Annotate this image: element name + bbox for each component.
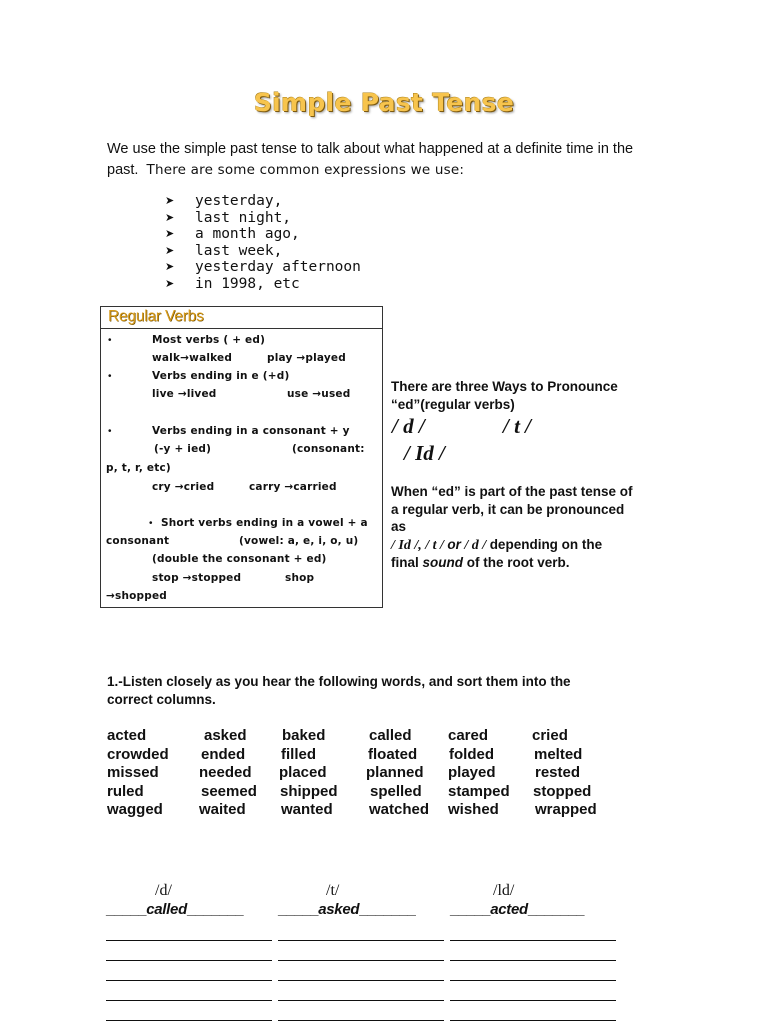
answer-line-t[interactable] — [278, 1000, 444, 1001]
example-shop: shop — [285, 572, 315, 584]
word: filled — [281, 746, 317, 763]
list-item: ➤ last night, — [165, 209, 292, 226]
list-item: ➤ a month ago, — [165, 226, 300, 242]
word: ruled — [107, 783, 144, 800]
column-header-id: /ld/ — [493, 882, 515, 899]
rule-most-verbs: Most verbs ( + ed) — [152, 334, 266, 346]
column-header-d: /d/ — [155, 882, 172, 899]
example-answer-t: _____asked_______ — [278, 901, 416, 918]
answer-line-t[interactable] — [278, 960, 444, 961]
word: seemed — [201, 783, 257, 800]
arrowhead-bullet-icon: ➤ — [165, 276, 175, 290]
rule-double-consonant: (double the consonant + ed) — [152, 553, 327, 565]
intro-paragraph — [107, 139, 667, 181]
regular-verbs-box — [100, 306, 383, 608]
bullet-icon: • — [149, 518, 153, 529]
example-answer-id: _____acted_______ — [450, 901, 585, 918]
bullet-icon: • — [108, 426, 112, 437]
answer-line-t[interactable] — [278, 940, 444, 941]
answer-line-d[interactable] — [106, 940, 272, 941]
rule-consonant-label: (consonant: — [292, 443, 365, 455]
arrowhead-bullet-icon: ➤ — [165, 227, 175, 240]
answer-line-t[interactable] — [278, 1020, 444, 1021]
word: watched — [369, 801, 430, 818]
example-live: live →lived — [152, 388, 217, 400]
example-walk: walk→walked — [152, 352, 233, 364]
answer-line-id[interactable] — [450, 940, 616, 941]
word: cared — [448, 727, 489, 744]
regular-verbs-title: Regular Verbs — [108, 308, 204, 325]
arrowhead-bullet-icon: ➤ — [165, 194, 175, 207]
word: shipped — [280, 783, 338, 800]
example-play: play →played — [267, 352, 346, 364]
answer-line-id[interactable] — [450, 1000, 616, 1001]
regular-verbs-header — [101, 307, 382, 329]
word: wished — [448, 801, 499, 818]
answer-line-d[interactable] — [106, 980, 272, 981]
word: baked — [282, 727, 326, 744]
example-stop: stop →stopped — [152, 572, 242, 584]
answer-line-id[interactable] — [450, 980, 616, 981]
rule-short-verbs-consonant: consonant — [106, 535, 170, 547]
ipa-d: / d / — [392, 414, 425, 438]
list-item: ➤ yesterday afternoon — [165, 259, 361, 275]
pronunciation-heading: There are three Ways to Pronounce “ed”(regular verbs) — [391, 379, 618, 412]
word: planned — [366, 764, 424, 781]
word: wrapped — [535, 801, 597, 818]
list-item: ➤ in 1998, etc — [165, 275, 300, 292]
word: stamped — [448, 783, 510, 800]
word: floated — [368, 746, 418, 763]
arrowhead-bullet-icon: ➤ — [165, 210, 175, 224]
column-header-t: /t/ — [326, 882, 340, 899]
rule-consonant-y: Verbs ending in a consonant + y — [152, 425, 350, 437]
answer-line-d[interactable] — [106, 960, 272, 961]
word: folded — [449, 746, 494, 763]
word: wagged — [107, 801, 163, 818]
rule-ending-e: Verbs ending in e (+d) — [152, 370, 290, 382]
word: missed — [107, 764, 159, 781]
answer-line-id[interactable] — [450, 960, 616, 961]
arrowhead-bullet-icon: ➤ — [165, 243, 175, 257]
word: needed — [199, 764, 252, 781]
example-carry: carry →carried — [249, 481, 337, 493]
answer-line-d[interactable] — [106, 1000, 272, 1001]
example-cry: cry →cried — [152, 481, 215, 493]
example-answer-d: _____called_______ — [106, 901, 244, 918]
word: ended — [201, 746, 246, 763]
word: spelled — [370, 783, 422, 800]
expressions-list — [165, 193, 361, 292]
ipa-id: / Id / — [404, 441, 445, 465]
list-item: ➤ yesterday, — [165, 193, 283, 209]
rule-consonant-examples: p, t, r, etc) — [106, 462, 171, 474]
intro-line-2 — [107, 160, 667, 181]
word: melted — [534, 746, 583, 763]
word: asked — [204, 727, 247, 744]
answer-line-id[interactable] — [450, 1020, 616, 1021]
word: waited — [199, 801, 246, 818]
answer-line-t[interactable] — [278, 980, 444, 981]
list-item: ➤ last week, — [165, 242, 283, 259]
word: played — [448, 764, 496, 781]
example-shopped: →shopped — [106, 590, 168, 602]
word: rested — [535, 764, 581, 781]
word: called — [369, 727, 412, 744]
word: placed — [279, 764, 327, 781]
word: wanted — [281, 801, 333, 818]
example-use: use →used — [287, 388, 351, 400]
page-title: Simple Past Tense — [253, 88, 515, 117]
rule-consonant-y-ied: (-y + ied) — [154, 443, 212, 455]
word: cried — [532, 727, 568, 744]
bullet-icon: • — [108, 335, 112, 346]
word: crowded — [107, 746, 169, 763]
rule-vowel-list: (vowel: a, e, i, o, u) — [239, 535, 359, 547]
intro-line-2a: past. — [107, 162, 139, 178]
ipa-t: / t / — [503, 414, 532, 438]
pronunciation-paragraph: When “ed” is part of the past tense of a regular verb, it can be pronounced as / Id /, / t / or / d / depending on the final sound of the root verb. — [391, 484, 633, 570]
word: acted — [107, 727, 147, 744]
exercise-instruction: 1.-Listen closely as you hear the following words, and sort them into the correct columns. — [107, 674, 571, 707]
intro-line-1: We use the simple past tense to talk about what happened at a definite time in the — [107, 141, 634, 157]
bullet-icon: • — [108, 371, 112, 382]
answer-line-d[interactable] — [106, 1020, 272, 1021]
arrowhead-bullet-icon: ➤ — [165, 260, 175, 273]
intro-line-2b: There are some common expressions we use: — [146, 162, 465, 178]
word: stopped — [533, 783, 592, 800]
rule-short-verbs: Short verbs ending in a vowel + a — [161, 517, 368, 529]
